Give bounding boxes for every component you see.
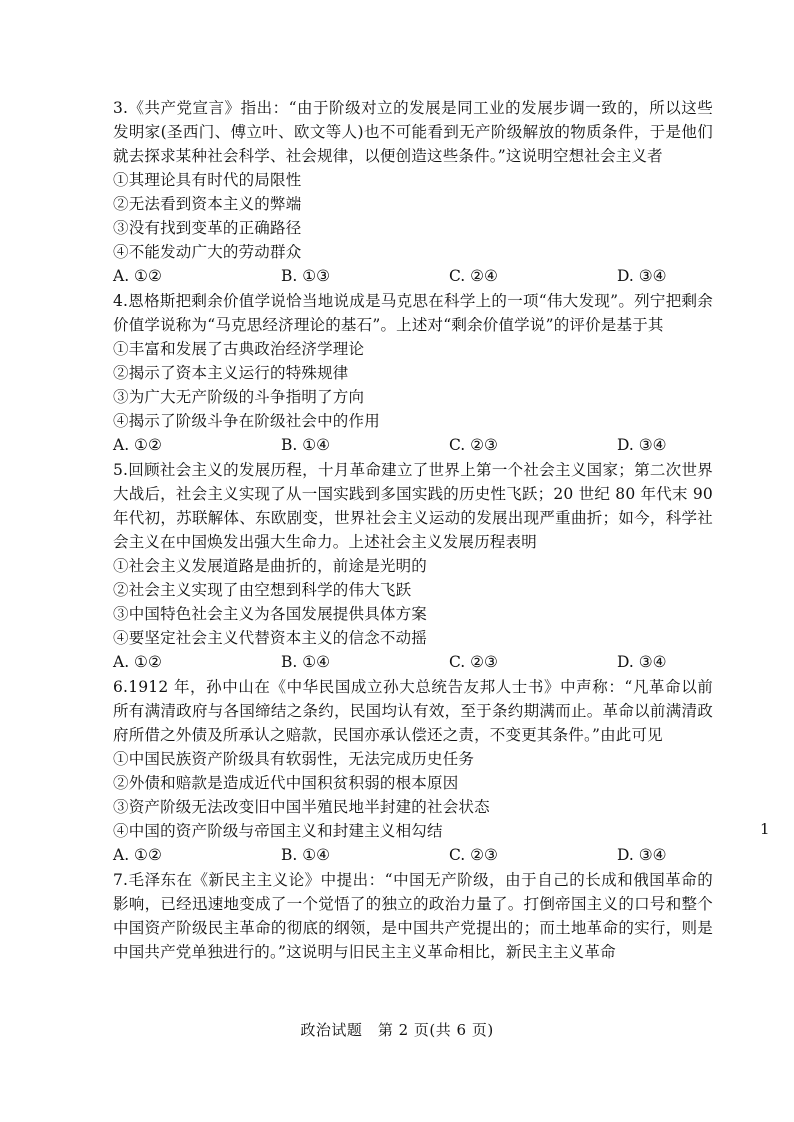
choice-a: A. ①② bbox=[113, 436, 162, 454]
choice-d: D. ③④ bbox=[617, 267, 667, 285]
statement-item: ④不能发动广大的劳动群众 bbox=[113, 243, 302, 261]
statement-item: ②外债和赔款是造成近代中国积贫积弱的根本原因 bbox=[113, 774, 459, 792]
question-stem: 7.毛泽东在《新民主主义论》中提出：“中国无产阶级，由于自己的长成和俄国革命的影响，已经迅速地变成了一个觉悟了的独立的政治力量了。打倒帝国主义的口号和整个中国资产阶级民主革命的彻底的纲领，是中国共产党提出的；而土地革命的实行，则是中国共产党单独进行的。”这说明与旧民主主义革命相比，新民主主义革命 bbox=[113, 871, 713, 961]
page-footer: 政治试题 第 2 页(共 6 页) bbox=[300, 1021, 494, 1039]
choice-b: B. ①④ bbox=[281, 846, 331, 864]
question-5 bbox=[113, 458, 713, 674]
question-list bbox=[113, 96, 713, 964]
statement-item: ①丰富和发展了古典政治经济学理论 bbox=[113, 340, 365, 358]
choice-d: D. ③④ bbox=[617, 436, 667, 454]
question-stem: 3.《共产党宣言》指出：“由于阶级对立的发展是同工业的发展步调一致的，所以这些发明家(圣西门、傅立叶、欧文等人)也不可能看到无产阶级解放的物质条件，于是他们就去探求某种社会科学、社会规律，以便创造这些条件。”这说明空想社会主义者 bbox=[113, 99, 713, 165]
question-4 bbox=[113, 289, 713, 457]
choice-d: D. ③④ bbox=[617, 653, 667, 671]
statement-item: ①社会主义发展道路是曲折的，前途是光明的 bbox=[113, 557, 428, 575]
question-stem: 5.回顾社会主义的发展历程，十月革命建立了世界上第一个社会主义国家；第二次世界大战后，社会主义实现了从一国实践到多国实践的历史性飞跃；20 世纪 80 年代末 90 年代初，苏联解体、东欧剧变，世界社会主义运动的发展出现严重曲折；如今，科学社会主义在中国焕发出强大生命力。上述社会主义发展历程表明 bbox=[113, 461, 713, 551]
answer-choices bbox=[113, 650, 713, 674]
answer-choices bbox=[113, 433, 713, 457]
statement-item: ③中国特色社会主义为各国发展提供具体方案 bbox=[113, 605, 428, 623]
question-stem: 6.1912 年，孙中山在《中华民国成立孙大总统告友邦人士书》中声称：“凡革命以前所有满清政府与各国缔结之条约，民国均认有效，至于条约期满而止。革命以前满清政府所借之外债及所承认之赔款，民国亦承认偿还之责，不变更其条件。”由此可见 bbox=[113, 678, 713, 744]
statement-item: ③没有找到变革的正确路径 bbox=[113, 219, 302, 237]
statement-item: ④中国的资产阶级与帝国主义和封建主义相勾结 bbox=[113, 822, 443, 840]
answer-choices bbox=[113, 843, 713, 867]
statement-item: ①中国民族资产阶级具有软弱性，无法完成历史任务 bbox=[113, 750, 475, 768]
choice-b: B. ①④ bbox=[281, 436, 331, 454]
choice-c: C. ②③ bbox=[449, 436, 498, 454]
answer-choices bbox=[113, 264, 713, 288]
statement-item: ②无法看到资本主义的弊端 bbox=[113, 195, 302, 213]
choice-c: C. ②③ bbox=[449, 846, 498, 864]
choice-b: B. ①④ bbox=[281, 653, 331, 671]
statement-item: ③为广大无产阶级的斗争指明了方向 bbox=[113, 388, 365, 406]
choice-a: A. ①② bbox=[113, 653, 162, 671]
statement-item: ④要坚定社会主义代替资本主义的信念不动摇 bbox=[113, 629, 428, 647]
question-7 bbox=[113, 868, 713, 964]
choice-a: A. ①② bbox=[113, 846, 162, 864]
choice-b: B. ①③ bbox=[281, 267, 331, 285]
choice-a: A. ①② bbox=[113, 267, 162, 285]
statement-item: ③资产阶级无法改变旧中国半殖民地半封建的社会状态 bbox=[113, 798, 490, 816]
side-page-number: 1 bbox=[760, 820, 770, 838]
question-3 bbox=[113, 96, 713, 288]
statement-item: ①其理论具有时代的局限性 bbox=[113, 171, 302, 189]
choice-c: C. ②④ bbox=[449, 267, 498, 285]
question-6 bbox=[113, 675, 713, 867]
statement-item: ②社会主义实现了由空想到科学的伟大飞跃 bbox=[113, 581, 412, 599]
statement-item: ④揭示了阶级斗争在阶级社会中的作用 bbox=[113, 412, 380, 430]
statement-item: ②揭示了资本主义运行的特殊规律 bbox=[113, 364, 349, 382]
choice-d: D. ③④ bbox=[617, 846, 667, 864]
choice-c: C. ②③ bbox=[449, 653, 498, 671]
question-stem: 4.恩格斯把剩余价值学说恰当地说成是马克思在科学上的一项“伟大发现”。列宁把剩余价值学说称为“马克思经济理论的基石”。上述对“剩余价值学说”的评价是基于其 bbox=[113, 292, 713, 334]
